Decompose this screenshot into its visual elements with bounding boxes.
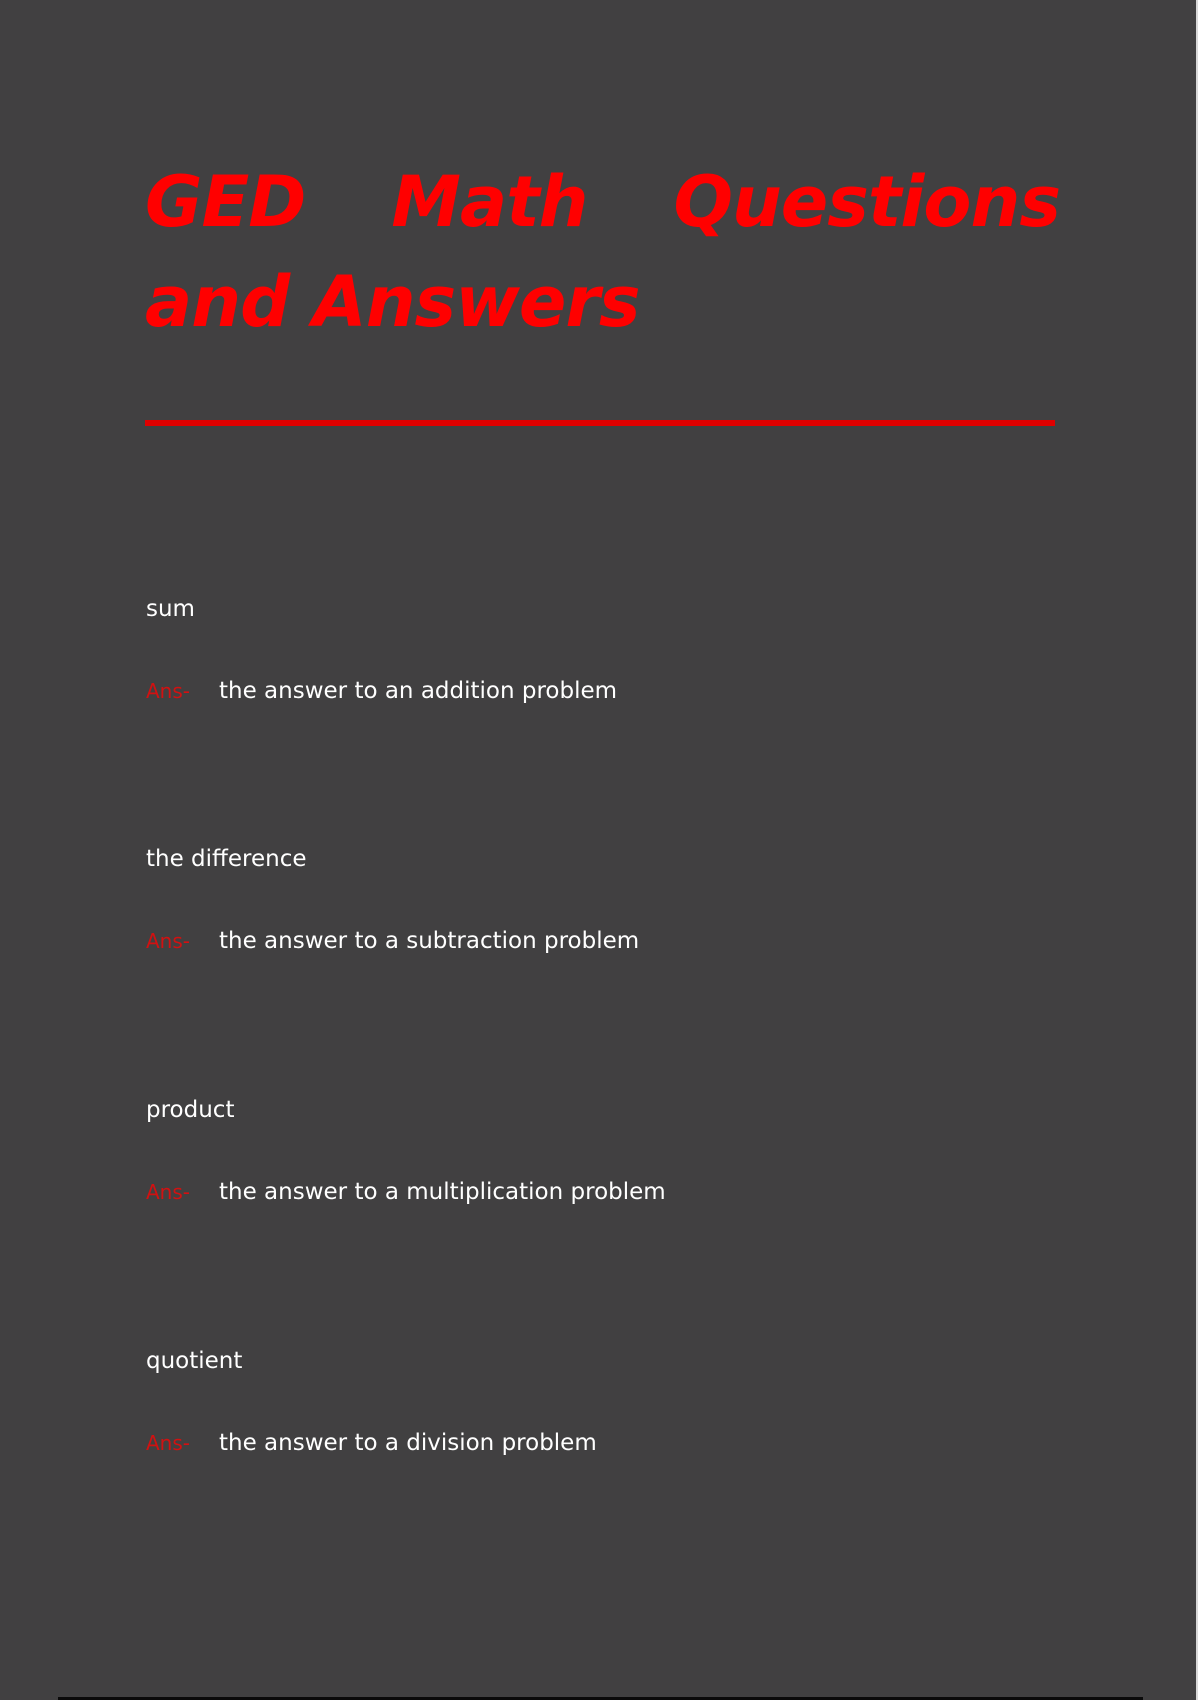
- answer-line: [146, 676, 617, 706]
- answer-label: Ans-: [146, 1431, 190, 1455]
- answer-text: the answer to a multiplication problem: [219, 1179, 666, 1205]
- answer-line: [146, 1177, 666, 1207]
- answer-label: Ans-: [146, 679, 190, 703]
- answer-text: the answer to a division problem: [219, 1430, 597, 1456]
- qa-item: [146, 594, 617, 706]
- qa-item: [146, 844, 639, 956]
- title-divider: [145, 420, 1055, 426]
- answer-label: Ans-: [146, 1180, 190, 1204]
- question-text: product: [146, 1097, 235, 1123]
- question-text: the difference: [146, 846, 307, 872]
- answer-line: [146, 926, 639, 956]
- qa-item: [146, 1346, 597, 1458]
- answer-line: [146, 1428, 597, 1458]
- document-title: GED Math Questions and Answers: [145, 161, 1060, 343]
- qa-item: [146, 1095, 666, 1207]
- answer-label: Ans-: [146, 929, 190, 953]
- answer-text: the answer to an addition problem: [219, 678, 618, 704]
- question-text: sum: [146, 596, 195, 622]
- answer-text: the answer to a subtraction problem: [219, 928, 640, 954]
- question-text: quotient: [146, 1348, 243, 1374]
